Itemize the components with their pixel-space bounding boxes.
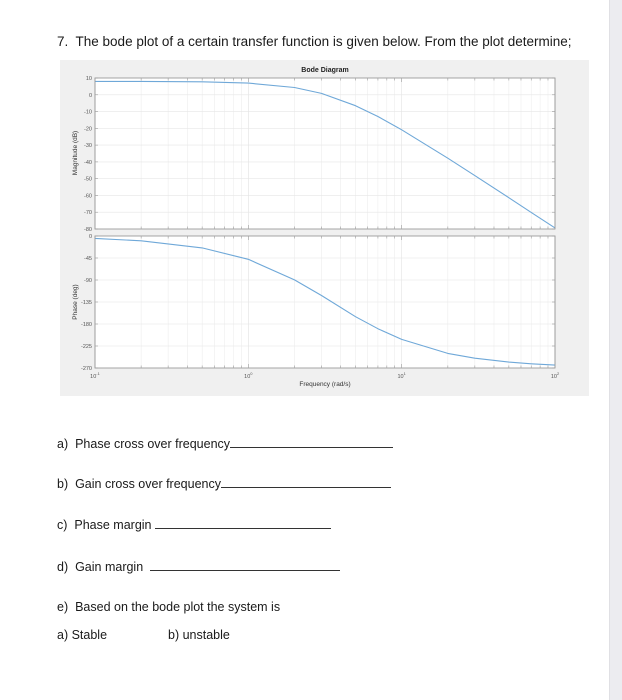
bode-figure	[60, 60, 589, 396]
phase-axes	[81, 234, 555, 372]
y-tick-label: 10	[85, 76, 92, 82]
y-tick-label: -180	[80, 322, 92, 328]
phase-axis-label: Phase (deg)	[72, 284, 79, 320]
question-title	[57, 34, 572, 49]
question-text: The bode plot of a certain transfer function is given below. From the plot determine;	[75, 34, 572, 49]
frequency-axis-label: Frequency (rad/s)	[299, 381, 351, 388]
x-tick-label: $10^2$	[550, 371, 560, 380]
sub-question-a: a) Phase cross over frequency	[57, 436, 393, 451]
y-tick-label: -45	[84, 256, 92, 262]
option-unstable[interactable]: b) unstable	[168, 628, 230, 642]
y-tick-label: -60	[84, 193, 92, 200]
x-tick-label: $10^1$	[397, 371, 406, 380]
x-tick-label: $10^0$	[244, 371, 253, 380]
y-tick-label: -70	[84, 210, 92, 217]
option-stable[interactable]: a) Stable	[57, 628, 108, 642]
y-tick-label: 0	[88, 92, 92, 99]
page-edge-band	[609, 0, 622, 700]
answer-blank-d[interactable]	[150, 559, 340, 571]
answer-blank-b[interactable]	[221, 476, 391, 488]
y-tick-label: -20	[84, 126, 92, 133]
magnitude-axes	[84, 76, 555, 233]
x-tick-label: $10^{-1}$	[90, 371, 100, 380]
y-tick-label: -30	[84, 143, 92, 150]
sub-question-b: b) Gain cross over frequency	[57, 476, 391, 491]
y-tick-label: -50	[84, 176, 92, 183]
answer-blank-c[interactable]	[155, 517, 331, 529]
y-tick-label: -90	[84, 278, 92, 284]
magnitude-axis-label: Magnitude (dB)	[72, 130, 79, 176]
y-tick-label: -270	[80, 366, 92, 372]
bode-plot	[60, 60, 589, 396]
chart-title: Bode Diagram	[301, 67, 349, 74]
sub-question-c: c) Phase margin	[57, 517, 331, 532]
y-tick-label: -80	[84, 227, 92, 233]
y-tick-label: -40	[84, 159, 92, 166]
y-tick-label: 0	[88, 234, 92, 240]
y-tick-label: -10	[84, 109, 92, 116]
sub-question-d: d) Gain margin	[57, 559, 340, 574]
question-number: 7.	[57, 34, 69, 49]
sub-question-e: e) Based on the bode plot the system is	[57, 600, 281, 614]
y-tick-label: -135	[80, 300, 92, 306]
answer-blank-a[interactable]	[230, 436, 393, 448]
y-tick-label: -225	[80, 344, 92, 350]
x-tick-labels	[90, 371, 560, 380]
